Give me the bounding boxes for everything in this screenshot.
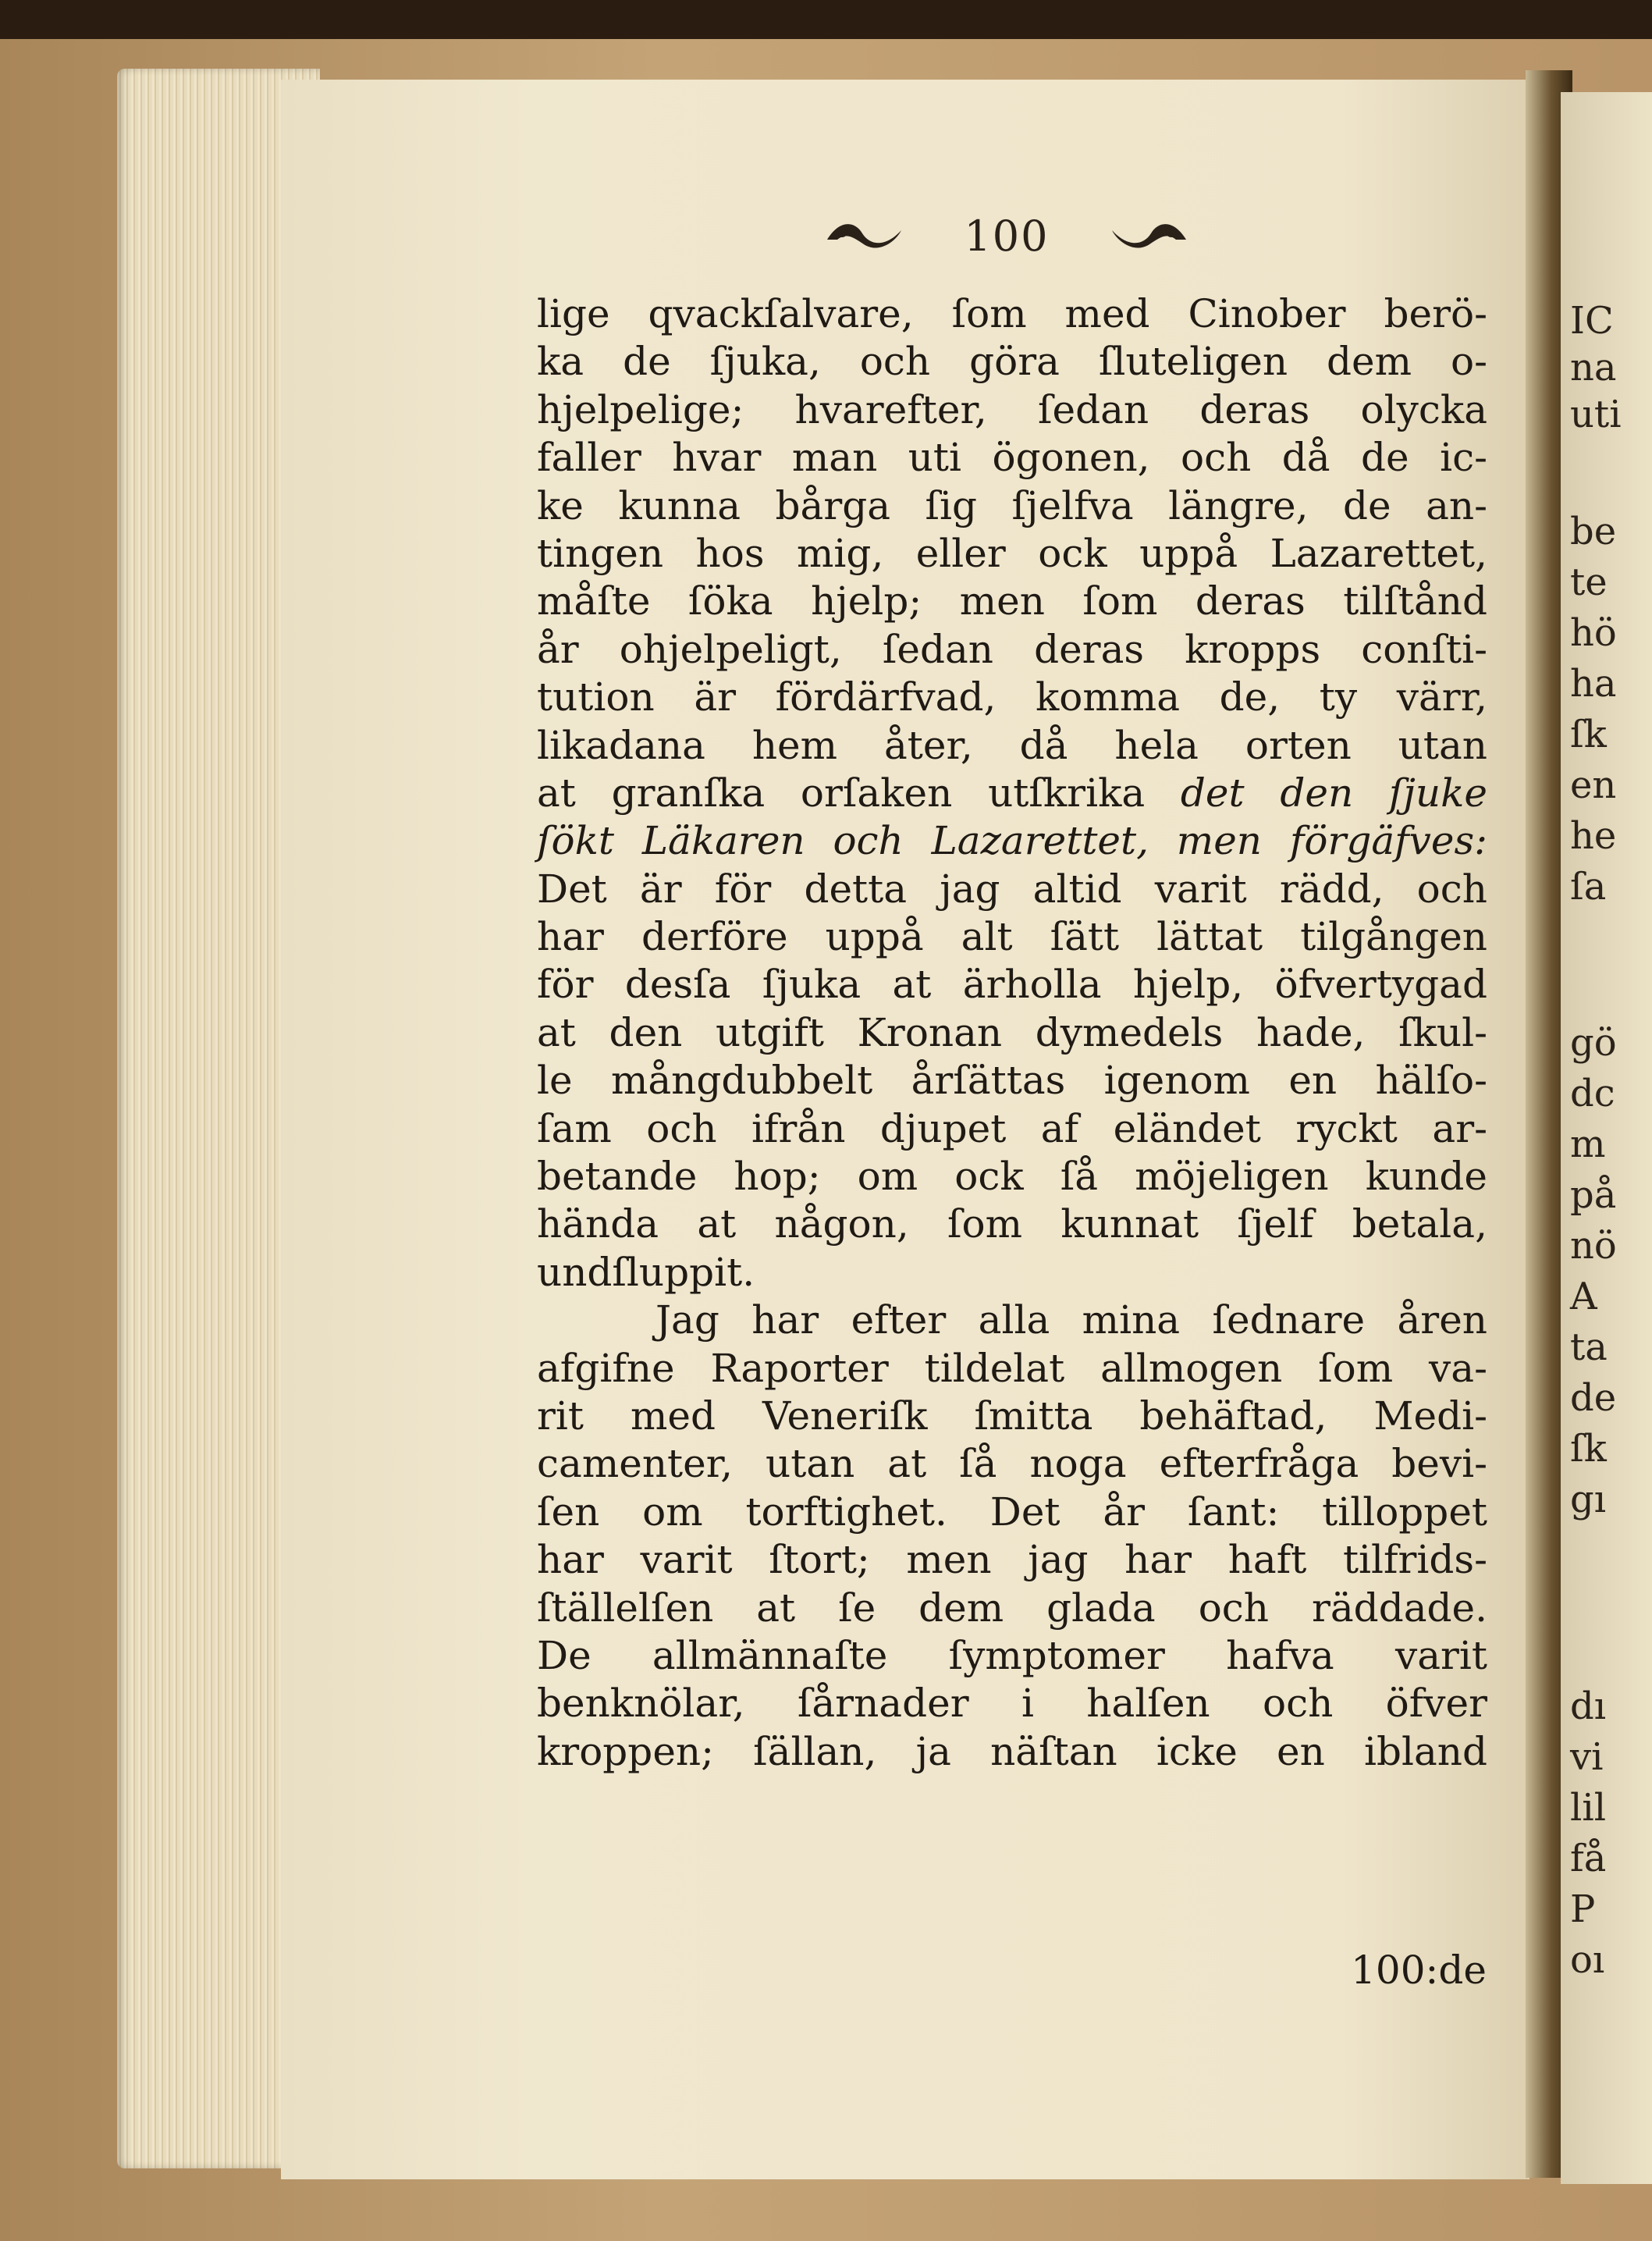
- text-line: ſen om torftighet. Det år ſant: tilloppet: [537, 1489, 1487, 1535]
- facing-fragment: he: [1570, 814, 1617, 858]
- italic-quote: det den ſjuke: [1180, 770, 1487, 816]
- text-line: benknölar, ſårnader i halſen och öfver: [537, 1681, 1487, 1727]
- text-line: måſte ſöka hjelp; men ſom deras tilſtånd: [537, 578, 1487, 624]
- text-line: ka de ſjuka, och göra ſluteligen dem o-: [537, 339, 1487, 385]
- paragraph-end-line: undſluppit.: [537, 1249, 755, 1295]
- facing-fragment: de: [1570, 1376, 1617, 1420]
- facing-fragment: nö: [1570, 1224, 1617, 1268]
- text-line: camenter, utan at ſå noga efterfråga bevi-: [537, 1441, 1487, 1487]
- facing-fragment: lil: [1570, 1786, 1607, 1830]
- running-head: [780, 205, 1233, 267]
- text-line: lige qvackſalvare, ſom med Cinober berö-: [537, 291, 1487, 336]
- facing-fragment: be: [1570, 510, 1617, 553]
- facing-fragment: IC: [1570, 299, 1614, 343]
- facing-fragment: på: [1570, 1173, 1617, 1217]
- text-line-roman: at granſka orſaken utſkrika: [537, 770, 1146, 816]
- text-line: hända at någon, ſom kunnat ſjelf betala,: [537, 1201, 1487, 1247]
- text-line: De allmännaſte ſymptomer hafva varit: [537, 1632, 1487, 1678]
- facing-fragment: dı: [1570, 1684, 1607, 1728]
- text-line: för desſa ſjuka at ärholla hjelp, öfvertygad: [537, 962, 1487, 1008]
- facing-fragment: ha: [1570, 662, 1617, 706]
- facing-fragment: P: [1570, 1887, 1596, 1931]
- text-line: le mångdubbelt årſättas igenom en hälſo-: [537, 1058, 1487, 1104]
- facing-fragment: vi: [1570, 1735, 1604, 1779]
- text-line: afgifne Raporter tildelat allmogen ſom va-: [537, 1345, 1487, 1391]
- facing-fragment: gı: [1570, 1478, 1607, 1521]
- text-line: betande hop; om ock ſå möjeligen kunde: [537, 1154, 1487, 1200]
- text-line: likadana hem åter, då hela orten utan: [537, 722, 1487, 768]
- left-ornament-icon: [823, 216, 909, 255]
- page-number: 100: [964, 211, 1050, 261]
- text-line: rit med Veneriſk ſmitta behäftad, Medi-: [537, 1393, 1487, 1439]
- text-line: faller hvar man uti ögonen, och då de ic-: [537, 435, 1487, 481]
- text-line: hjelpelige; hvarefter, ſedan deras olycka: [537, 386, 1487, 432]
- text-line: Det är för detta jag altid varit rädd, och: [537, 866, 1487, 912]
- facing-fragment: ſk: [1570, 713, 1607, 756]
- facing-fragment: en: [1570, 763, 1617, 807]
- facing-fragment: oı: [1570, 1938, 1605, 1982]
- right-ornament-icon: [1104, 216, 1190, 255]
- facing-fragment: hö: [1570, 611, 1617, 655]
- facing-fragment: ſa: [1570, 865, 1607, 909]
- text-line-italic: [537, 817, 1487, 865]
- text-line: tution är fördärfvad, komma de, ty värr,: [537, 674, 1487, 720]
- facing-fragment: ta: [1570, 1325, 1608, 1369]
- text-line: har varit ſtort; men jag har haft tilfrids-: [537, 1537, 1487, 1583]
- text-line: år ohjelpeligt, ſedan deras kropps conſti-: [537, 626, 1487, 672]
- text-line: har derföre uppå alt ſätt lättat tilgången: [537, 914, 1487, 960]
- text-line: kroppen; ſällan, ja näſtan icke en ibland: [537, 1728, 1487, 1774]
- body-text: [537, 290, 1487, 1776]
- text-line: ke kunna bårga ſig ſjelfva längre, de an-: [537, 482, 1487, 528]
- text-line: at den utgift Kronan dymedels hade, ſkul-: [537, 1009, 1487, 1055]
- facing-fragment: ſk: [1570, 1427, 1607, 1471]
- text-line: ſam och ifrån djupet af eländet ryckt ar-: [537, 1105, 1487, 1151]
- text-line: ſtällelſen at ſe dem glada och räddade.: [537, 1585, 1487, 1631]
- text-line: [537, 770, 1487, 817]
- catchword: 100:de: [1351, 1948, 1487, 1993]
- text-line: tingen hos mig, eller ock uppå Lazarettet,: [537, 530, 1487, 576]
- facing-fragment: m: [1570, 1122, 1606, 1166]
- facing-fragment: na: [1570, 346, 1617, 390]
- facing-page: [1561, 92, 1652, 2184]
- facing-fragment: gö: [1570, 1021, 1617, 1065]
- facing-fragment: uti: [1570, 393, 1622, 436]
- facing-fragment: te: [1570, 560, 1608, 604]
- italic-quote-continued: ſökt Läkaren och Lazarettet, men förgäfves:: [537, 818, 1487, 864]
- facing-fragment: A: [1570, 1275, 1597, 1318]
- facing-fragment: dc: [1570, 1072, 1615, 1115]
- facing-fragment: få: [1570, 1837, 1607, 1880]
- paragraph-start-line: Jag har efter alla mina ſednare åren: [655, 1297, 1487, 1343]
